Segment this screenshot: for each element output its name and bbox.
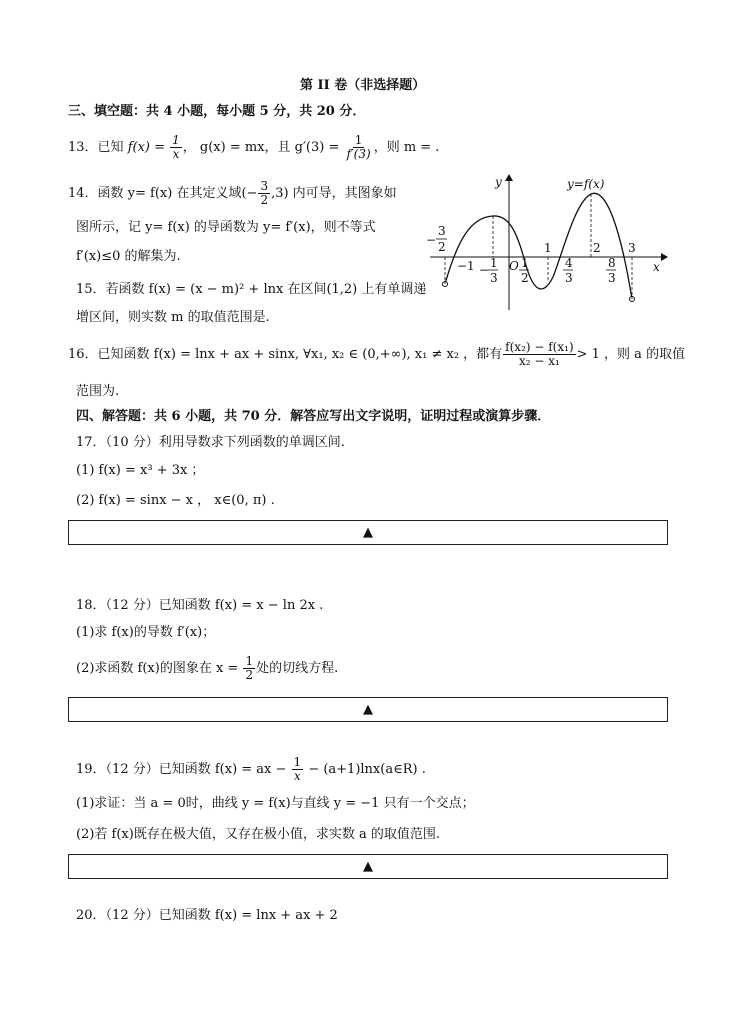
tick-one: 1 [544,241,552,255]
q16-frac-num: f(x₂) − f(x₁) [505,340,574,354]
q16-suffix: > 1 ，则 a 的取值 [576,347,686,362]
part3-heading: 三、填空题：共 4 小题，每小题 5 分，共 20 分． [68,104,366,119]
q16-prefix: 16．已知函数 f(x) = lnx + ax + sinx, ∀x₁, x₂ ∈ (0,+∞), x₁ ≠ x₂ ，都有 [68,347,503,362]
q18-p2-prefix: (2)求函数 f(x)的图象在 x = [76,661,243,676]
question-19-title [76,755,426,785]
tick-half-num: 1 [521,256,529,270]
question-15-line2: 增区间，则实数 m 的取值范围是. [76,310,270,325]
q19-frac [292,756,304,783]
tick-neg-1-3-sign: − [479,263,490,277]
triangle-marker-icon: ▲ [363,525,373,540]
q16-frac-den: x₂ − x₁ [518,354,560,368]
curve-label: y=f(x) [567,177,605,191]
question-14-line2: 图所示，记 y= f(x) 的导函数为 y= f′(x)，则不等式 [76,220,376,235]
tick-two: 2 [593,241,601,255]
q16-frac [503,341,575,368]
triangle-marker-icon: ▲ [363,859,373,874]
question-14-line1 [68,180,397,207]
q13-frac2-num: 1 [354,133,363,147]
q13-f: f(x) = [127,140,170,155]
tick-half-den: 2 [521,271,529,285]
question-20-title: 20．（12 分）已知函数 f(x) = lnx + ax + 2 [76,908,338,923]
tick-8-3-den: 3 [608,271,616,285]
answer-box-17[interactable] [68,520,668,545]
function-graph [425,172,670,312]
question-17-title: 17．（10 分）利用导数求下列函数的单调区间. [76,435,345,450]
q13-prefix: 13．已知 [68,140,128,155]
q13-suffix: ，则 m = . [373,140,440,155]
question-17-part2: (2) f(x) = sinx − x ， x∈(0, π) . [76,493,275,508]
q19-frac-den: x [293,769,301,783]
q19-frac-num: 1 [293,755,302,769]
question-18-part1: (1)求 f(x)的导数 f′(x)； [76,625,216,640]
q14-line1a: 14．函数 y= f(x) 在其定义域(− [68,186,258,201]
q13-frac1-num: 1 [172,133,180,147]
tick-neg-3-2-num: 3 [438,224,446,238]
question-18-part2 [76,654,338,684]
y-axis-arrow [505,174,513,181]
q13-frac1 [170,134,182,161]
triangle-marker-icon: ▲ [363,702,373,717]
x-axis-arrow [661,253,668,261]
question-19-part1: (1)求证：当 a = 0时，曲线 y = f(x)与直线 y = −1 只有一个交点； [76,796,475,811]
answer-box-18[interactable] [68,697,668,722]
q18-frac-den: 2 [245,668,254,682]
y-axis-label: y [495,175,502,189]
tick-neg-3-2-sign: − [426,233,437,247]
tick-three: 3 [628,241,636,255]
q18-frac-num: 1 [245,654,254,668]
question-16-line1 [68,338,685,372]
x-axis-label: x [653,260,660,274]
curve-y-f-x [445,193,632,299]
q19-title-prefix: 19．（12 分）已知函数 f(x) = ax − [76,762,291,777]
question-19-part2: (2)若 f(x)既存在极大值，又存在极小值，求实数 a 的取值范围. [76,827,440,842]
tick-neg-1-3-num: 1 [490,256,498,270]
tick-neg-1-3-den: 3 [490,271,498,285]
tick-8-3-num: 8 [608,256,616,270]
part4-heading: 四、解答题：共 6 小题，共 70 分．解答应写出文字说明，证明过程或演算步骤． [76,409,551,424]
q13-frac2 [345,134,373,161]
guide-lines [445,194,632,299]
q14-frac [258,180,270,207]
q14-frac-num: 3 [260,179,269,193]
q18-p2-suffix: 处的切线方程. [256,661,339,676]
q18-frac [243,655,255,682]
q13-middle: ， g(x) = mx，且 g′(3) = [182,140,344,155]
tick-4-3-den: 3 [565,271,573,285]
question-16-line2: 范围为. [76,384,120,399]
section-title: 第 II 卷（非选择题） [300,78,426,93]
q14-line1b: ,3) 内可导，其图象如 [271,186,397,201]
question-15-line1: 15．若函数 f(x) = (x − m)² + lnx 在区间(1,2) 上有单调递 [76,282,427,297]
tick-neg-3-2-den: 2 [438,240,446,254]
q13-frac2-den: f′(3) [346,147,371,161]
question-18-title: 18．（12 分）已知函数 f(x) = x − ln 2x . [76,598,324,613]
question-14-line3: f′(x)≤0 的解集为. [76,249,181,264]
question-13 [68,134,439,161]
q14-frac-den: 2 [260,193,269,207]
answer-box-19[interactable] [68,854,668,879]
tick-neg-1: −1 [457,259,475,273]
q19-title-suffix: − (a+1)lnx(a∈R) . [304,762,426,777]
q13-frac1-den: x [172,147,180,161]
question-17-part1: (1) f(x) = x³ + 3x ； [76,463,205,478]
tick-4-3-num: 4 [565,256,573,270]
origin-label: O [509,259,519,273]
